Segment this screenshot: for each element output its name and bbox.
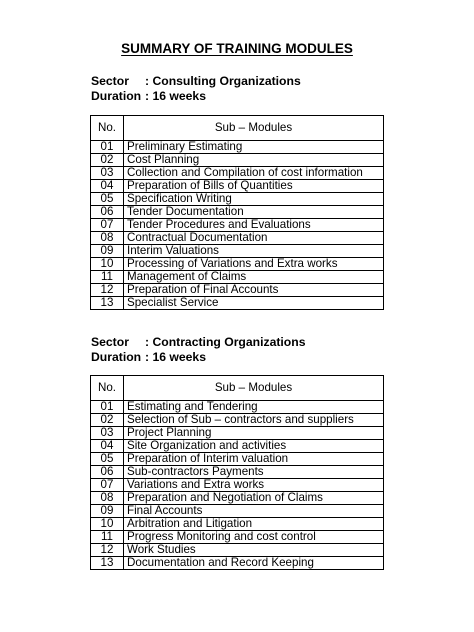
table-row xyxy=(91,414,384,427)
row-module: Preliminary Estimating xyxy=(124,141,384,154)
table-row xyxy=(91,232,384,245)
section-2-info xyxy=(91,335,305,365)
table-header-row xyxy=(91,116,384,141)
table-row xyxy=(91,297,384,310)
table-row xyxy=(91,284,384,297)
row-module: Contractual Documentation xyxy=(124,232,384,245)
table-row xyxy=(91,271,384,284)
row-module: Specification Writing xyxy=(124,193,384,206)
table-row xyxy=(91,219,384,232)
table-row xyxy=(91,245,384,258)
row-module: Management of Claims xyxy=(124,271,384,284)
row-module: Tender Documentation xyxy=(124,206,384,219)
row-number: 07 xyxy=(91,479,124,492)
row-module: Site Organization and activities xyxy=(124,440,384,453)
row-number: 04 xyxy=(91,440,124,453)
row-number: 01 xyxy=(91,141,124,154)
row-number: 02 xyxy=(91,154,124,167)
row-module: Work Studies xyxy=(124,544,384,557)
duration-value: : 16 weeks xyxy=(145,350,206,364)
row-number: 05 xyxy=(91,453,124,466)
modules-table-contracting xyxy=(90,375,384,570)
row-number: 12 xyxy=(91,284,124,297)
row-module: Interim Valuations xyxy=(124,245,384,258)
row-module: Final Accounts xyxy=(124,505,384,518)
row-number: 05 xyxy=(91,193,124,206)
row-number: 01 xyxy=(91,401,124,414)
row-number: 08 xyxy=(91,492,124,505)
row-number: 08 xyxy=(91,232,124,245)
table-row xyxy=(91,167,384,180)
header-sub-modules: Sub – Modules xyxy=(124,116,384,141)
row-module: Tender Procedures and Evaluations xyxy=(124,219,384,232)
table-row xyxy=(91,141,384,154)
header-sub-modules: Sub – Modules xyxy=(124,376,384,401)
row-module: Preparation of Final Accounts xyxy=(124,284,384,297)
table-header-row xyxy=(91,376,384,401)
table-row xyxy=(91,180,384,193)
row-number: 02 xyxy=(91,414,124,427)
row-module: Sub-contractors Payments xyxy=(124,466,384,479)
duration-value: : 16 weeks xyxy=(145,89,206,103)
row-number: 12 xyxy=(91,544,124,557)
row-number: 09 xyxy=(91,245,124,258)
table-row xyxy=(91,154,384,167)
row-number: 13 xyxy=(91,297,124,310)
row-number: 10 xyxy=(91,258,124,271)
row-module: Cost Planning xyxy=(124,154,384,167)
table-row xyxy=(91,492,384,505)
table-row xyxy=(91,505,384,518)
sector-label: Sector xyxy=(91,74,129,88)
table-row xyxy=(91,206,384,219)
header-no: No. xyxy=(91,116,124,141)
table-row xyxy=(91,440,384,453)
row-number: 03 xyxy=(91,167,124,180)
table-row xyxy=(91,479,384,492)
duration-label: Duration xyxy=(91,350,142,364)
table-row xyxy=(91,193,384,206)
row-number: 07 xyxy=(91,219,124,232)
row-module: Preparation of Interim valuation xyxy=(124,453,384,466)
row-module: Collection and Compilation of cost information xyxy=(124,167,384,180)
row-module: Selection of Sub – contractors and suppliers xyxy=(124,414,384,427)
table-row xyxy=(91,544,384,557)
duration-label: Duration xyxy=(91,89,142,103)
row-number: 11 xyxy=(91,531,124,544)
table-row xyxy=(91,401,384,414)
duration-row xyxy=(91,89,301,104)
table-row xyxy=(91,258,384,271)
page-title: SUMMARY OF TRAINING MODULES xyxy=(121,41,353,56)
row-module: Processing of Variations and Extra works xyxy=(124,258,384,271)
row-number: 06 xyxy=(91,466,124,479)
row-module: Variations and Extra works xyxy=(124,479,384,492)
row-number: 09 xyxy=(91,505,124,518)
row-number: 06 xyxy=(91,206,124,219)
duration-row xyxy=(91,350,305,365)
sector-row xyxy=(91,74,301,89)
table-row xyxy=(91,557,384,570)
row-number: 03 xyxy=(91,427,124,440)
row-module: Specialist Service xyxy=(124,297,384,310)
table-row xyxy=(91,518,384,531)
row-module: Arbitration and Litigation xyxy=(124,518,384,531)
row-module: Preparation and Negotiation of Claims xyxy=(124,492,384,505)
table-row xyxy=(91,427,384,440)
row-number: 13 xyxy=(91,557,124,570)
table-row xyxy=(91,453,384,466)
modules-table-consulting xyxy=(90,115,384,310)
row-module: Documentation and Record Keeping xyxy=(124,557,384,570)
row-module: Progress Monitoring and cost control xyxy=(124,531,384,544)
sector-value: : Consulting Organizations xyxy=(145,74,301,88)
row-number: 04 xyxy=(91,180,124,193)
table-row xyxy=(91,531,384,544)
row-module: Project Planning xyxy=(124,427,384,440)
row-module: Estimating and Tendering xyxy=(124,401,384,414)
sector-label: Sector xyxy=(91,335,129,349)
header-no: No. xyxy=(91,376,124,401)
table-row xyxy=(91,466,384,479)
row-number: 10 xyxy=(91,518,124,531)
section-1-info xyxy=(91,74,301,104)
row-module: Preparation of Bills of Quantities xyxy=(124,180,384,193)
sector-row xyxy=(91,335,305,350)
sector-value: : Contracting Organizations xyxy=(145,335,306,349)
row-number: 11 xyxy=(91,271,124,284)
